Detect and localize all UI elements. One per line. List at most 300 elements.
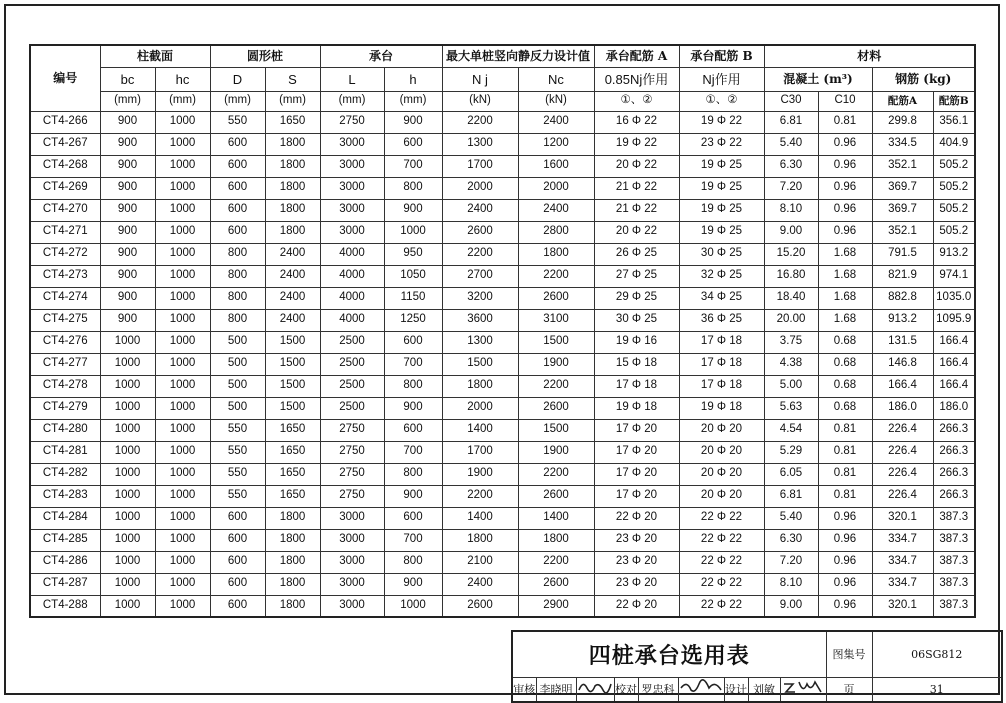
- header-rebar-a-sub: 0.85Nj作用: [594, 67, 679, 91]
- cell-D: 600: [210, 551, 265, 573]
- cell-steel-b: 266.3: [933, 419, 975, 441]
- cell-D: 600: [210, 507, 265, 529]
- cell-rebar-a: 17 Φ 20: [594, 463, 679, 485]
- cell-L: 2750: [320, 441, 384, 463]
- cell-code: CT4-269: [30, 177, 100, 199]
- cell-Nc: 1600: [518, 155, 594, 177]
- cell-rebar-a: 15 Φ 18: [594, 353, 679, 375]
- cell-c10: 0.81: [818, 419, 872, 441]
- cell-bc: 900: [100, 199, 155, 221]
- cell-D: 600: [210, 595, 265, 617]
- table-row: [30, 529, 975, 551]
- cell-Nc: 2400: [518, 111, 594, 133]
- cell-S: 1800: [265, 551, 320, 573]
- cell-code: CT4-273: [30, 265, 100, 287]
- cell-c10: 0.96: [818, 551, 872, 573]
- page-number: 31: [872, 677, 1002, 702]
- header-code: 编号: [30, 45, 100, 111]
- cell-hc: 1000: [155, 111, 210, 133]
- cell-Nj: 2000: [442, 177, 518, 199]
- unit-rebar-a: ①、②: [594, 91, 679, 111]
- designer-name: 刘敏: [748, 677, 780, 702]
- cell-h: 700: [384, 529, 442, 551]
- header-Nj: N j: [442, 67, 518, 91]
- table-row: [30, 111, 975, 133]
- cell-L: 3000: [320, 221, 384, 243]
- cell-h: 900: [384, 199, 442, 221]
- cell-D: 600: [210, 573, 265, 595]
- cell-h: 1000: [384, 595, 442, 617]
- cell-steel-a: 821.9: [872, 265, 933, 287]
- cell-Nj: 1700: [442, 441, 518, 463]
- cell-code: CT4-279: [30, 397, 100, 419]
- cell-h: 600: [384, 331, 442, 353]
- cell-Nc: 2600: [518, 485, 594, 507]
- cell-hc: 1000: [155, 595, 210, 617]
- cell-D: 800: [210, 265, 265, 287]
- cell-hc: 1000: [155, 551, 210, 573]
- cell-steel-a: 226.4: [872, 463, 933, 485]
- cell-rebar-a: 23 Φ 20: [594, 529, 679, 551]
- header-steel-b: 配筋B: [933, 91, 975, 111]
- cell-steel-a: 352.1: [872, 155, 933, 177]
- cell-Nj: 1500: [442, 353, 518, 375]
- cell-steel-b: 913.2: [933, 243, 975, 265]
- cell-c30: 5.40: [764, 133, 818, 155]
- cell-h: 800: [384, 375, 442, 397]
- cell-h: 900: [384, 397, 442, 419]
- header-pile: 圆形桩: [210, 45, 320, 67]
- cell-Nc: 3100: [518, 309, 594, 331]
- cell-steel-b: 974.1: [933, 265, 975, 287]
- cell-steel-b: 505.2: [933, 221, 975, 243]
- cell-S: 1500: [265, 397, 320, 419]
- cell-Nc: 1900: [518, 441, 594, 463]
- cell-L: 2750: [320, 419, 384, 441]
- cell-steel-a: 320.1: [872, 507, 933, 529]
- cell-steel-a: 131.5: [872, 331, 933, 353]
- cell-Nj: 1700: [442, 155, 518, 177]
- cell-h: 700: [384, 155, 442, 177]
- table-row: [30, 353, 975, 375]
- cell-bc: 1000: [100, 485, 155, 507]
- cell-c30: 4.38: [764, 353, 818, 375]
- cell-hc: 1000: [155, 155, 210, 177]
- cell-rebar-a: 17 Φ 18: [594, 375, 679, 397]
- cell-D: 500: [210, 353, 265, 375]
- cell-Nc: 2800: [518, 221, 594, 243]
- cell-rebar-b: 20 Φ 20: [679, 441, 764, 463]
- cell-hc: 1000: [155, 287, 210, 309]
- cell-hc: 1000: [155, 199, 210, 221]
- cell-steel-b: 166.4: [933, 353, 975, 375]
- cell-S: 1800: [265, 133, 320, 155]
- cell-S: 2400: [265, 287, 320, 309]
- header-Nc: Nc: [518, 67, 594, 91]
- header-concrete: 混凝土 (m³): [764, 67, 872, 91]
- table-row: [30, 595, 975, 617]
- unit-D: (mm): [210, 91, 265, 111]
- cell-c30: 4.54: [764, 419, 818, 441]
- review-label: 审核: [512, 677, 536, 702]
- cell-hc: 1000: [155, 485, 210, 507]
- drawing-title: 四桩承台选用表: [512, 631, 826, 677]
- cell-Nc: 1500: [518, 331, 594, 353]
- cell-D: 600: [210, 529, 265, 551]
- cell-code: CT4-275: [30, 309, 100, 331]
- header-steel-a: 配筋A: [872, 91, 933, 111]
- cell-c30: 5.00: [764, 375, 818, 397]
- cell-code: CT4-287: [30, 573, 100, 595]
- cell-code: CT4-267: [30, 133, 100, 155]
- cell-D: 550: [210, 463, 265, 485]
- cell-h: 600: [384, 507, 442, 529]
- cell-c10: 0.96: [818, 573, 872, 595]
- cell-Nj: 3200: [442, 287, 518, 309]
- cell-L: 3000: [320, 529, 384, 551]
- cell-rebar-b: 17 Φ 18: [679, 331, 764, 353]
- cell-S: 2400: [265, 243, 320, 265]
- cell-c30: 6.05: [764, 463, 818, 485]
- cell-steel-b: 505.2: [933, 177, 975, 199]
- cell-Nj: 1800: [442, 529, 518, 551]
- unit-L: (mm): [320, 91, 384, 111]
- cell-bc: 900: [100, 243, 155, 265]
- reviewer-name: 李晓明: [536, 677, 576, 702]
- cell-Nc: 1500: [518, 419, 594, 441]
- cell-rebar-a: 17 Φ 20: [594, 441, 679, 463]
- table-row: [30, 309, 975, 331]
- cell-Nc: 2600: [518, 397, 594, 419]
- cell-h: 1000: [384, 221, 442, 243]
- cell-c30: 3.75: [764, 331, 818, 353]
- cell-rebar-b: 22 Φ 22: [679, 507, 764, 529]
- cell-h: 900: [384, 111, 442, 133]
- cell-rebar-b: 17 Φ 18: [679, 353, 764, 375]
- cell-code: CT4-274: [30, 287, 100, 309]
- pile-cap-selection-table: [29, 44, 976, 618]
- cell-code: CT4-268: [30, 155, 100, 177]
- cell-steel-b: 166.4: [933, 331, 975, 353]
- cell-rebar-a: 30 Φ 25: [594, 309, 679, 331]
- cell-L: 2500: [320, 353, 384, 375]
- cell-bc: 1000: [100, 573, 155, 595]
- cell-steel-a: 334.7: [872, 573, 933, 595]
- cell-c30: 7.20: [764, 177, 818, 199]
- header-bc: bc: [100, 67, 155, 91]
- cell-code: CT4-272: [30, 243, 100, 265]
- cell-steel-b: 266.3: [933, 485, 975, 507]
- cell-rebar-b: 22 Φ 22: [679, 551, 764, 573]
- unit-Nj: (kN): [442, 91, 518, 111]
- header-D: D: [210, 67, 265, 91]
- cell-c30: 5.63: [764, 397, 818, 419]
- cell-c10: 0.68: [818, 353, 872, 375]
- cell-rebar-a: 22 Φ 20: [594, 507, 679, 529]
- cell-c30: 5.29: [764, 441, 818, 463]
- cell-c10: 1.68: [818, 309, 872, 331]
- cell-Nc: 1800: [518, 529, 594, 551]
- cell-c10: 0.96: [818, 221, 872, 243]
- cell-Nj: 1300: [442, 133, 518, 155]
- check-label: 校对: [614, 677, 638, 702]
- cell-Nc: 1900: [518, 353, 594, 375]
- cell-Nj: 2200: [442, 243, 518, 265]
- cell-c30: 9.00: [764, 221, 818, 243]
- cell-S: 1500: [265, 331, 320, 353]
- cell-steel-a: 334.7: [872, 551, 933, 573]
- table-row: [30, 331, 975, 353]
- cell-code: CT4-283: [30, 485, 100, 507]
- cell-rebar-a: 23 Φ 20: [594, 551, 679, 573]
- table-row: [30, 265, 975, 287]
- cell-c10: 0.96: [818, 529, 872, 551]
- cell-code: CT4-288: [30, 595, 100, 617]
- cell-rebar-b: 19 Φ 22: [679, 111, 764, 133]
- unit-rebar-b: ①、②: [679, 91, 764, 111]
- cell-S: 1650: [265, 485, 320, 507]
- cell-S: 1650: [265, 463, 320, 485]
- cell-steel-a: 146.8: [872, 353, 933, 375]
- cell-L: 3000: [320, 595, 384, 617]
- cell-rebar-b: 23 Φ 22: [679, 133, 764, 155]
- cell-bc: 1000: [100, 397, 155, 419]
- cell-S: 1650: [265, 111, 320, 133]
- cell-bc: 900: [100, 111, 155, 133]
- cell-Nc: 2000: [518, 177, 594, 199]
- cell-c10: 0.96: [818, 595, 872, 617]
- cell-L: 2750: [320, 485, 384, 507]
- reviewer-signature: [576, 677, 614, 702]
- cell-L: 2500: [320, 397, 384, 419]
- cell-Nj: 2100: [442, 551, 518, 573]
- signature-mark: [577, 678, 613, 696]
- cell-D: 600: [210, 199, 265, 221]
- cell-Nj: 1400: [442, 419, 518, 441]
- cell-steel-a: 882.8: [872, 287, 933, 309]
- cell-S: 2400: [265, 265, 320, 287]
- cell-c30: 6.81: [764, 485, 818, 507]
- cell-Nc: 2200: [518, 265, 594, 287]
- signature-mark: [679, 678, 723, 696]
- cell-L: 3000: [320, 177, 384, 199]
- cell-Nj: 2200: [442, 485, 518, 507]
- table-row: [30, 441, 975, 463]
- cell-c10: 0.96: [818, 155, 872, 177]
- cell-steel-a: 186.0: [872, 397, 933, 419]
- cell-h: 1150: [384, 287, 442, 309]
- table-row: [30, 397, 975, 419]
- cell-code: CT4-286: [30, 551, 100, 573]
- cell-hc: 1000: [155, 441, 210, 463]
- cell-Nc: 2200: [518, 463, 594, 485]
- unit-h: (mm): [384, 91, 442, 111]
- cell-steel-b: 387.3: [933, 595, 975, 617]
- cell-steel-a: 226.4: [872, 419, 933, 441]
- cell-rebar-b: 36 Φ 25: [679, 309, 764, 331]
- cell-code: CT4-266: [30, 111, 100, 133]
- cell-D: 550: [210, 419, 265, 441]
- cell-h: 900: [384, 485, 442, 507]
- cell-h: 800: [384, 463, 442, 485]
- cell-D: 600: [210, 133, 265, 155]
- cell-Nj: 2600: [442, 221, 518, 243]
- cell-Nc: 2200: [518, 551, 594, 573]
- cell-steel-b: 166.4: [933, 375, 975, 397]
- cell-bc: 900: [100, 265, 155, 287]
- cell-bc: 1000: [100, 331, 155, 353]
- cell-L: 4000: [320, 309, 384, 331]
- header-rebar-b: 承台配筋 B: [679, 45, 764, 67]
- unit-hc: (mm): [155, 91, 210, 111]
- cell-rebar-a: 21 Φ 22: [594, 199, 679, 221]
- cell-h: 1050: [384, 265, 442, 287]
- cell-hc: 1000: [155, 221, 210, 243]
- cell-steel-a: 791.5: [872, 243, 933, 265]
- checker-name: 罗忠科: [638, 677, 678, 702]
- cell-bc: 900: [100, 155, 155, 177]
- cell-bc: 900: [100, 221, 155, 243]
- atlas-label: 图集号: [826, 631, 872, 677]
- cell-L: 3000: [320, 133, 384, 155]
- table-row: [30, 375, 975, 397]
- cell-rebar-b: 20 Φ 20: [679, 485, 764, 507]
- cell-S: 1500: [265, 353, 320, 375]
- cell-L: 3000: [320, 551, 384, 573]
- cell-D: 550: [210, 485, 265, 507]
- cell-Nc: 2200: [518, 375, 594, 397]
- cell-c30: 16.80: [764, 265, 818, 287]
- cell-bc: 900: [100, 177, 155, 199]
- cell-Nc: 2900: [518, 595, 594, 617]
- cell-D: 800: [210, 309, 265, 331]
- header-material: 材料: [764, 45, 975, 67]
- cell-rebar-a: 16 Φ 22: [594, 111, 679, 133]
- cell-c10: 1.68: [818, 265, 872, 287]
- cell-steel-b: 1035.0: [933, 287, 975, 309]
- cell-hc: 1000: [155, 529, 210, 551]
- cell-hc: 1000: [155, 463, 210, 485]
- cell-steel-a: 369.7: [872, 177, 933, 199]
- header-steel: 钢筋 (kg): [872, 67, 975, 91]
- cell-D: 800: [210, 243, 265, 265]
- cell-h: 600: [384, 133, 442, 155]
- cell-rebar-a: 23 Φ 20: [594, 573, 679, 595]
- cell-c10: 0.96: [818, 133, 872, 155]
- cell-L: 3000: [320, 199, 384, 221]
- table-row: [30, 221, 975, 243]
- cell-Nj: 1900: [442, 463, 518, 485]
- cell-D: 550: [210, 441, 265, 463]
- cell-c30: 6.81: [764, 111, 818, 133]
- cell-Nj: 2200: [442, 111, 518, 133]
- cell-code: CT4-284: [30, 507, 100, 529]
- cell-hc: 1000: [155, 375, 210, 397]
- cell-c30: 20.00: [764, 309, 818, 331]
- header-c10: C10: [818, 91, 872, 111]
- cell-c10: 0.81: [818, 463, 872, 485]
- cell-rebar-a: 26 Φ 25: [594, 243, 679, 265]
- table-row: [30, 177, 975, 199]
- header-c30: C30: [764, 91, 818, 111]
- cell-c10: 0.68: [818, 397, 872, 419]
- cell-c30: 6.30: [764, 529, 818, 551]
- cell-D: 600: [210, 177, 265, 199]
- cell-D: 550: [210, 111, 265, 133]
- cell-hc: 1000: [155, 243, 210, 265]
- cell-c10: 1.68: [818, 243, 872, 265]
- cell-rebar-a: 20 Φ 22: [594, 221, 679, 243]
- cell-Nj: 2700: [442, 265, 518, 287]
- cell-c10: 0.96: [818, 507, 872, 529]
- cell-S: 1800: [265, 507, 320, 529]
- cell-h: 700: [384, 353, 442, 375]
- cell-h: 800: [384, 177, 442, 199]
- cell-rebar-a: 19 Φ 18: [594, 397, 679, 419]
- unit-Nc: (kN): [518, 91, 594, 111]
- cell-steel-a: 369.7: [872, 199, 933, 221]
- cell-bc: 1000: [100, 595, 155, 617]
- cell-hc: 1000: [155, 507, 210, 529]
- cell-bc: 1000: [100, 551, 155, 573]
- cell-steel-b: 356.1: [933, 111, 975, 133]
- cell-L: 2750: [320, 111, 384, 133]
- design-label: 设计: [724, 677, 748, 702]
- cell-S: 1500: [265, 375, 320, 397]
- table-row: [30, 133, 975, 155]
- table-row: [30, 287, 975, 309]
- cell-code: CT4-282: [30, 463, 100, 485]
- table-row: [30, 243, 975, 265]
- cell-Nj: 2600: [442, 595, 518, 617]
- cell-hc: 1000: [155, 397, 210, 419]
- cell-code: CT4-278: [30, 375, 100, 397]
- cell-rebar-a: 17 Φ 20: [594, 419, 679, 441]
- cell-rebar-b: 19 Φ 25: [679, 199, 764, 221]
- cell-Nj: 2000: [442, 397, 518, 419]
- cell-rebar-b: 34 Φ 25: [679, 287, 764, 309]
- cell-S: 1800: [265, 177, 320, 199]
- cell-h: 1250: [384, 309, 442, 331]
- cell-D: 800: [210, 287, 265, 309]
- cell-Nc: 2400: [518, 199, 594, 221]
- header-hc: hc: [155, 67, 210, 91]
- cell-h: 950: [384, 243, 442, 265]
- cell-c10: 0.68: [818, 375, 872, 397]
- cell-c10: 0.68: [818, 331, 872, 353]
- cell-c30: 8.10: [764, 199, 818, 221]
- cell-c10: 0.81: [818, 485, 872, 507]
- cell-Nj: 1800: [442, 375, 518, 397]
- cell-S: 1800: [265, 155, 320, 177]
- header-S: S: [265, 67, 320, 91]
- cell-steel-b: 387.3: [933, 573, 975, 595]
- header-max-reaction: 最大单桩竖向静反力设计值: [442, 45, 594, 67]
- cell-code: CT4-277: [30, 353, 100, 375]
- cell-rebar-b: 20 Φ 20: [679, 419, 764, 441]
- cell-bc: 1000: [100, 375, 155, 397]
- title-block: [511, 630, 1003, 703]
- cell-hc: 1000: [155, 133, 210, 155]
- cell-rebar-b: 20 Φ 20: [679, 463, 764, 485]
- cell-steel-b: 505.2: [933, 199, 975, 221]
- cell-h: 800: [384, 551, 442, 573]
- cell-Nj: 1400: [442, 507, 518, 529]
- cell-rebar-a: 29 Φ 25: [594, 287, 679, 309]
- cell-S: 1650: [265, 419, 320, 441]
- cell-c30: 7.20: [764, 551, 818, 573]
- cell-hc: 1000: [155, 573, 210, 595]
